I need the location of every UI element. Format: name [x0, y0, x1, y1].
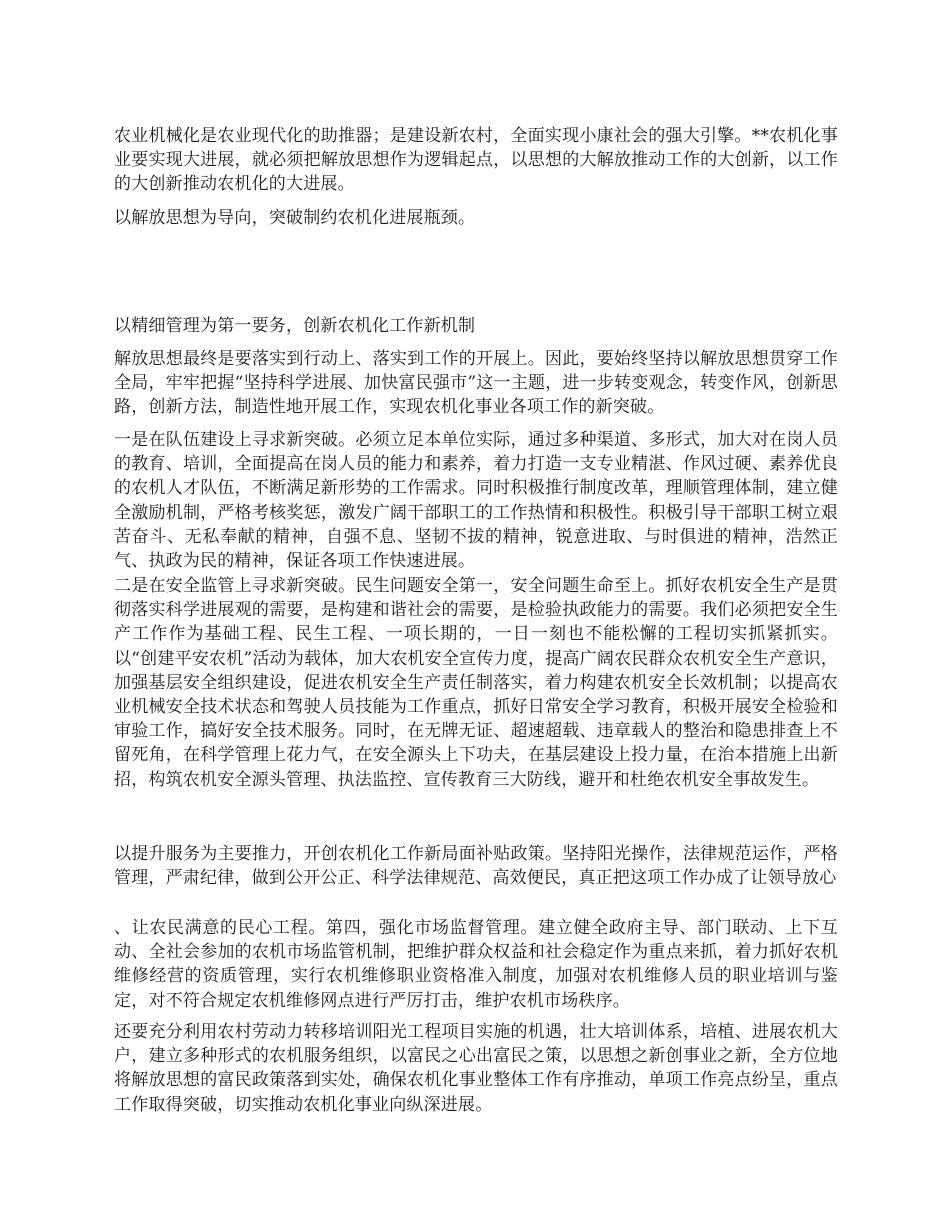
- paragraph-guidance: 以解放思想为导向，突破制约农机化进展瓶颈。: [114, 208, 476, 228]
- paragraph-emancipate-thinking: 解放思想最终是要落实到行动上、落实到工作的开展上。因此，要始终坚持以解放思想贯穿工作全局，牢牢把握“坚持科学进展、加快富民强市”这一主题，进一步转变观念，转变作风，创新思路，创新方法，制造性地开展工作，实现农机化事业各项工作的新突破。: [114, 349, 838, 418]
- paragraph-safety-supervision: 二是在安全监管上寻求新突破。民生问题安全第一，安全问题生命至上。抓好农机安全生产是贯彻落实科学进展观的需要，是构建和谐社会的需要，是检验执政能力的需要。我们必须把安全生产工作作为基础工程、民生工程、一项长期的，一日一刻也不能松懈的工程切实抓紧抓实。以“创建平安农机”活动为载体，加大农机安全宣传力度，提高广阔农民群众农机安全生产意识，加强基层安全组织建设，促进农机安全生产责任制落实，着力构建农机安全长效机制；以提高农业机械安全技术状态和驾驶人员技能为工作重点，抓好日常安全学习教育，积极开展安全检验和审验工作，搞好安全技术服务。同时，在无牌无证、超速超载、违章载人的整治和隐患排查上不留死角，在科学管理上花力气，在安全源头上下功夫，在基层建设上投力量，在治本措施上出新招，构筑农机安全源头管理、执法监控、宣传教育三大防线，避开和杜绝农机安全事故发生。: [114, 576, 838, 790]
- paragraph-market-supervision: 、让农民满意的民心工程。第四，强化市场监督管理。建立健全政府主导、部门联动、上下互动、全社会参加的农机市场监管机制，把维护群众权益和社会稳定作为重点来抓，着力抓好农机维修经营的资质管理，实行农机维修职业资格准入制度，加强对农机维修人员的职业培训与鉴定，对不符合规定农机维修网点进行严厉打击，维护农机市场秩序。: [114, 918, 838, 1011]
- paragraph-team-building: 一是在队伍建设上寻求新突破。必须立足本单位实际，通过多种渠道、多形式，加大对在岗人员的教育、培训，全面提高在岗人员的能力和素养，着力打造一支专业精湛、作风过硬、素养优良的农机人才队伍，不断满足新形势的工作需求。同时积极推行制度改革，理顺管理体制，建立健全激励机制，严格考核奖惩，激发广阔干部职工的工作热情和积极性。积极引导干部职工树立艰苦奋斗、无私奉献的精神，自强不息、坚韧不拔的精神，锐意进取、与时俱进的精神，浩然正气、执政为民的精神，保证各项工作快速进展。: [114, 430, 838, 572]
- paragraph-improve-service: 以提升服务为主要推力，开创农机化工作新局面补贴政策。坚持阳光操作，法律规范运作，严格管理，严肃纪律，做到公开公正、科学法律规范、高效便民，真正把这项工作办成了让领导放心: [114, 844, 838, 889]
- paragraph-intro: 农业机械化是农业现代化的助推器；是建设新农村，全面实现小康社会的强大引擎。**农机化事业要实现大进展，就必须把解放思想作为逻辑起点，以思想的大解放推动工作的大创新，以工作的大创新推动农机化的大进展。: [114, 126, 838, 195]
- section-heading-fine-management: 以精细管理为第一要务，创新农机化工作新机制: [114, 316, 476, 336]
- paragraph-training-conclusion: 还要充分利用农村劳动力转移培训阳光工程项目实施的机遇，壮大培训体系，培植、进展农机大户，建立多种形式的农机服务组织，以富民之心出富民之策，以思想之新创事业之新，全方位地将解放思想的富民政策落到实处，确保农机化事业整体工作有序推动，单项工作亮点纷呈，重点工作取得突破，切实推动农机化事业向纵深进展。: [114, 1022, 838, 1115]
